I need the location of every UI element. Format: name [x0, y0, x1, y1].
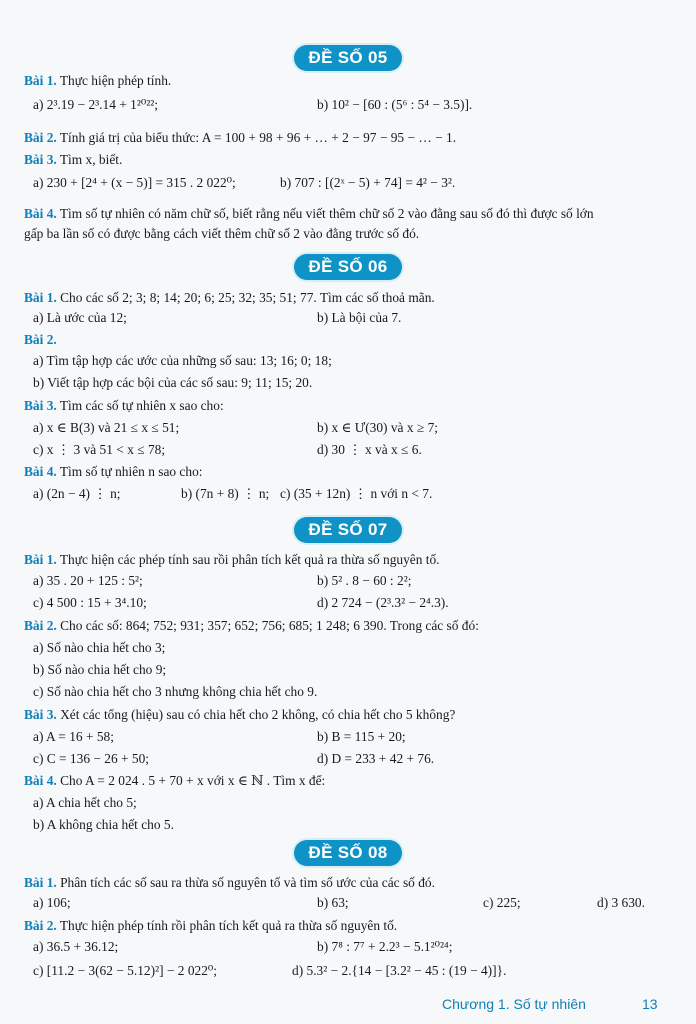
exercise-line: Bài 4. Cho A = 2 024 . 5 + 70 + x với x ∈ ℕ . Tìm x để:	[24, 773, 326, 788]
sub-question-row: c) 4 500 : 15 + 3⁴.10; d) 2 724 − (2³.3² − 2⁴.3).	[33, 595, 449, 610]
exercise-line: Bài 2. Tính giá trị của biểu thức: A = 100 + 98 + 96 + … + 2 − 97 − 95 − … − 1.	[24, 130, 457, 145]
sub-question-row: a) A = 16 + 58; b) B = 115 + 20;	[33, 729, 406, 744]
sub-question-row: a) 106; b) 63; c) 225; d) 3 630.	[33, 895, 645, 910]
exercise-line: Bài 3. Tìm các số tự nhiên x sao cho:	[24, 398, 224, 413]
sub-question-row: a) 35 . 20 + 125 : 5²; b) 5² . 8 − 60 : 2²;	[33, 573, 412, 588]
exercise-line: Bài 3. Tìm x, biết.	[24, 152, 123, 167]
exercise-line: Bài 2.	[24, 332, 57, 347]
section-title-06	[0, 253, 696, 281]
sub-question-row: a) Số nào chia hết cho 3;	[33, 640, 166, 655]
exercise-line: Bài 2. Thực hiện phép tính rồi phân tích kết quả ra thừa số nguyên tố.	[24, 918, 398, 933]
sub-question-row: b) Viết tập hợp các bội của các số sau: 9; 11; 15; 20.	[33, 375, 313, 390]
section-title-07	[0, 516, 696, 544]
exercise-line: Bài 1. Thực hiện phép tính.	[24, 73, 172, 88]
section-pill: ĐỀ SỐ 07	[294, 517, 403, 543]
sub-question-row: a) Là ước của 12; b) Là bội của 7.	[33, 310, 402, 325]
page-number: 13	[642, 996, 658, 1012]
sub-question-row: c) Số nào chia hết cho 3 nhưng không chia hết cho 9.	[33, 684, 318, 699]
sub-question-row: a) A chia hết cho 5;	[33, 795, 137, 810]
exercise-line: Bài 2. Cho các số: 864; 752; 931; 357; 652; 756; 685; 1 248; 6 390. Trong các số đó:	[24, 618, 479, 633]
exercise-line: gấp ba lần số có được bằng cách viết thêm chữ số 2 vào đằng trước số đó.	[24, 226, 420, 241]
sub-question-row: a) Tìm tập hợp các ước của những số sau: 13; 16; 0; 18;	[33, 353, 332, 368]
exercise-line: Bài 1. Phân tích các số sau ra thừa số nguyên tố và tìm số ước của các số đó.	[24, 875, 435, 890]
sub-question-row: a) x ∈ B(3) và 21 ≤ x ≤ 51; b) x ∈ Ư(30) và x ≥ 7;	[33, 420, 438, 435]
section-pill: ĐỀ SỐ 08	[294, 840, 403, 866]
page-footer	[442, 996, 658, 1012]
sub-question-row: a) 36.5 + 36.12; b) 7⁸ : 7⁷ + 2.2³ − 5.1²⁰²⁴;	[33, 939, 453, 954]
sub-question-row: b) A không chia hết cho 5.	[33, 817, 174, 832]
exercise-line: Bài 1. Cho các số 2; 3; 8; 14; 20; 6; 25; 32; 35; 51; 77. Tìm các số thoả mãn.	[24, 290, 435, 305]
sub-question-row: c) C = 136 − 26 + 50; d) D = 233 + 42 + 76.	[33, 751, 435, 766]
sub-question-row: a) (2n − 4) ⋮ n; b) (7n + 8) ⋮ n; c) (35 + 12n) ⋮ n với n < 7.	[33, 486, 433, 501]
sub-question-row: b) Số nào chia hết cho 9;	[33, 662, 167, 677]
sub-question-row: c) [11.2 − 3(62 − 5.12)²] − 2 022⁰; d) 5.3² − 2.{14 − [3.2² − 45 : (19 − 4)]}.	[33, 963, 507, 978]
exercise-line: Bài 3. Xét các tổng (hiệu) sau có chia hết cho 2 không, có chia hết cho 5 không?	[24, 707, 456, 722]
sub-question-row: a) 230 + [2⁴ + (x − 5)] = 315 . 2 022⁰; b) 707 : [(2ˣ − 5) + 74] = 4² − 3².	[33, 175, 456, 190]
section-title-08	[0, 839, 696, 867]
section-pill: ĐỀ SỐ 05	[294, 45, 403, 71]
exercise-line: Bài 4. Tìm số tự nhiên có năm chữ số, biết rằng nếu viết thêm chữ số 2 vào đằng sau số đó thì được số lớn	[24, 206, 594, 221]
chapter-title: Chương 1. Số tự nhiên	[442, 996, 586, 1012]
sub-question-row: c) x ⋮ 3 và 51 < x ≤ 78; d) 30 ⋮ x và x ≤ 6.	[33, 442, 422, 457]
section-pill: ĐỀ SỐ 06	[294, 254, 403, 280]
exercise-line: Bài 1. Thực hiện các phép tính sau rồi phân tích kết quả ra thừa số nguyên tố.	[24, 552, 440, 567]
exercise-line: Bài 4. Tìm số tự nhiên n sao cho:	[24, 464, 203, 479]
section-title-05	[0, 44, 696, 72]
sub-question-row: a) 2³.19 − 2³.14 + 1²⁰²²; b) 10² − [60 : (5⁶ : 5⁴ − 3.5)].	[33, 97, 473, 112]
